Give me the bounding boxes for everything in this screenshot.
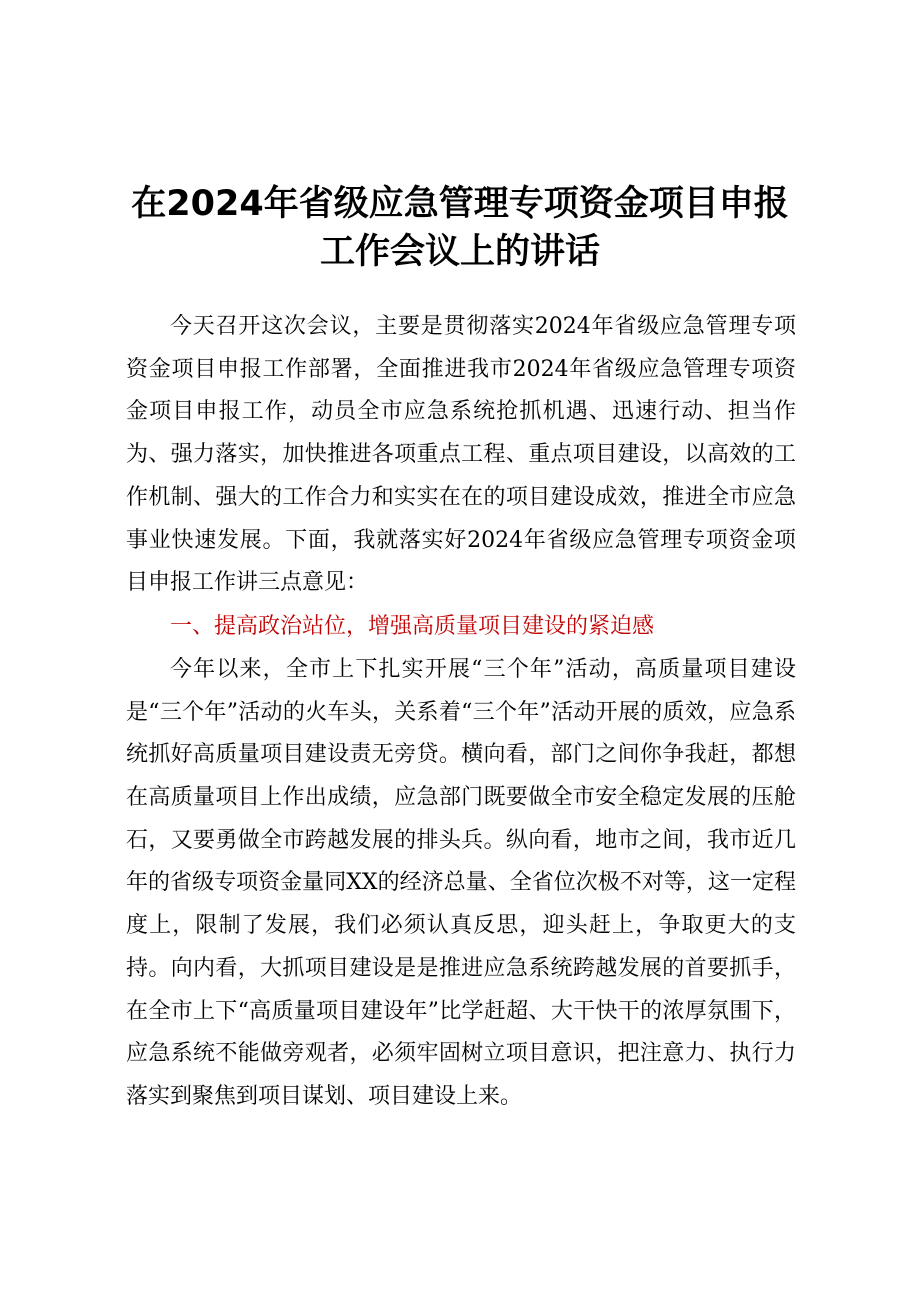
document-body [126, 306, 796, 1119]
intro-paragraph: 今天召开这次会议，主要是贯彻落实2024年省级应急管理专项资金项目申报工作部署，全面推进我市2024年省级应急管理专项资金项目申报工作，动员全市应急系统抢抓机遇、迅速行动、担当作为、强力落实，加快推进各项重点工程、重点项目建设，以高效的工作机制、强大的工作合力和实实在在的项目建设成效，推进全市应急事业快速发展。下面，我就落实好2024年省级应急管理专项资金项目申报工作讲三点意见： [126, 314, 796, 596]
section-heading-1: 一、提高政治站位，增强高质量项目建设的紧迫感 [170, 613, 655, 639]
document-title-line-2: 工作会议上的讲话 [319, 232, 600, 272]
section-1-paragraph: 今年以来，全市上下扎实开展“三个年”活动，高质量项目建设是“三个年”活动的火车头，关系着“三个年”活动开展的质效，应急系统抓好高质量项目建设责无旁贷。横向看，部门之间你争我赶，都想在高质量项目上作出成绩，应急部门既要做全市安全稳定发展的压舱石，又要勇做全市跨越发展的排头兵。纵向看，地市之间，我市近几年的省级专项资金量同XX的经济总量、全省位次极不对等，这一定程度上，限制了发展，我们必须认真反思，迎头赶上，争取更大的支持。向内看，大抓项目建设是是推进应急系统跨越发展的首要抓手，在全市上下“高质量项目建设年”比学赶超、大干快干的浓厚氛围下，应急系统不能做旁观者，必须牢固树立项目意识，把注意力、执行力落实到聚焦到项目谋划、项目建设上来。 [126, 656, 796, 1109]
document-title-line-1: 在2024年省级应急管理专项资金项目申报 [131, 184, 789, 224]
